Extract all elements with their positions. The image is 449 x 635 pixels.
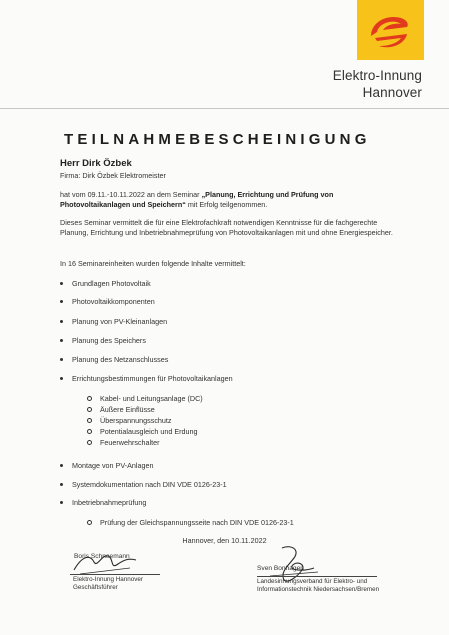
topic-label: Systemdokumentation nach DIN VDE 0126-23-1 [72,480,227,489]
intro-prefix: hat vom 09.11.-10.11.2022 an dem Seminar [60,190,200,199]
left-role-line2: Geschäftsführer [73,584,118,591]
e-mark-logo-icon [357,0,424,60]
topic-label: Errichtungsbestimmungen für Photovoltaikanlagen [72,374,233,383]
subtopic-item [87,416,172,425]
topic-label: Grundlagen Photovoltaik [72,279,151,288]
topic-label: Planung des Speichers [72,336,146,345]
right-signer-role [257,578,379,594]
document-title: TEILNAHMEBESCHEINIGUNG [64,131,371,148]
circle-bullet-icon [87,407,92,412]
seminar-description: Dieses Seminar vermittelt die für eine Elektrofachkraft notwendigen Kenntnisse für die fachgerechte Planung, Errichtung und Inbetriebnahmeprüfung von Photovoltaikanlagen mit und ohne Energiespeicher. [60,218,393,237]
circle-bullet-icon [87,429,92,434]
left-signer-name: Boris Schneemann [74,553,130,560]
org-name-line2: Hannover [362,85,422,100]
right-signer-name: Sven Bonhagen [257,565,304,572]
topic-label: Photovoltaikkomponenten [72,297,155,306]
topic-item [60,279,151,288]
attendance-statement [60,190,405,209]
right-signature-line [257,576,377,577]
right-role-line1: Landesinnungsverband für Elektro- und [257,578,368,585]
bullet-icon [60,501,63,504]
seminar-title: „Planung, Errichtung und Prüfung von Photovoltaikanlagen und Speichern“ [60,190,334,209]
topic-label: Planung von PV-Kleinanlagen [72,317,168,326]
left-role-line1: Elektro-Innung Hannover [73,576,144,583]
topic-item [60,297,155,306]
bullet-icon [60,358,63,361]
circle-bullet-icon [87,440,92,445]
topic-item [60,317,167,326]
right-role-line2: Informationstechnik Niedersachsen/Bremen [257,586,380,593]
left-signature-line [70,574,160,575]
circle-bullet-icon [87,520,92,525]
header-divider [0,108,449,109]
subtopic-label: Feuerwehrschalter [100,438,160,447]
topic-item [60,480,227,489]
subtopic-label: Potentialausgleich und Erdung [100,427,198,436]
topic-item [60,336,146,345]
recipient-name: Herr Dirk Özbek [60,158,132,169]
left-signer-role [73,576,143,592]
subtopic-item [87,438,160,447]
topic-label: Inbetriebnahmeprüfung [72,498,147,507]
subtopic-label: Kabel- und Leitungsanlage (DC) [100,394,203,403]
topic-item [60,355,168,364]
recipient-firm: Firma: Dirk Özbek Elektromeister [60,171,166,180]
subtopic-item [87,394,203,403]
topic-item [60,461,154,470]
subtopic-item [87,427,198,436]
subtopic-item [87,518,294,527]
subtopic-item [87,405,155,414]
intro-suffix: mit Erfolg teilgenommen. [187,199,268,209]
topic-item [60,374,233,383]
bullet-icon [60,339,63,342]
circle-bullet-icon [87,418,92,423]
bullet-icon [60,377,63,380]
org-name-line1: Elektro-Innung [332,68,422,83]
bullet-icon [60,282,63,285]
bullet-icon [60,320,63,323]
bullet-icon [60,483,63,486]
topic-label: Montage von PV-Anlagen [72,461,154,470]
subtopic-label: Äußere Einflüsse [100,405,155,414]
units-intro: In 16 Seminareinheiten wurden folgende Inhalte vermittelt: [60,259,246,268]
bullet-icon [60,464,63,467]
topic-label: Planung des Netzanschlusses [72,355,169,364]
bullet-icon [60,300,63,303]
place-date: Hannover, den 10.11.2022 [182,536,267,545]
topic-item [60,498,146,507]
subtopic-label: Prüfung der Gleichspannungsseite nach DIN VDE 0126-23-1 [100,518,294,527]
subtopic-label: Überspannungsschutz [100,416,172,425]
circle-bullet-icon [87,396,92,401]
